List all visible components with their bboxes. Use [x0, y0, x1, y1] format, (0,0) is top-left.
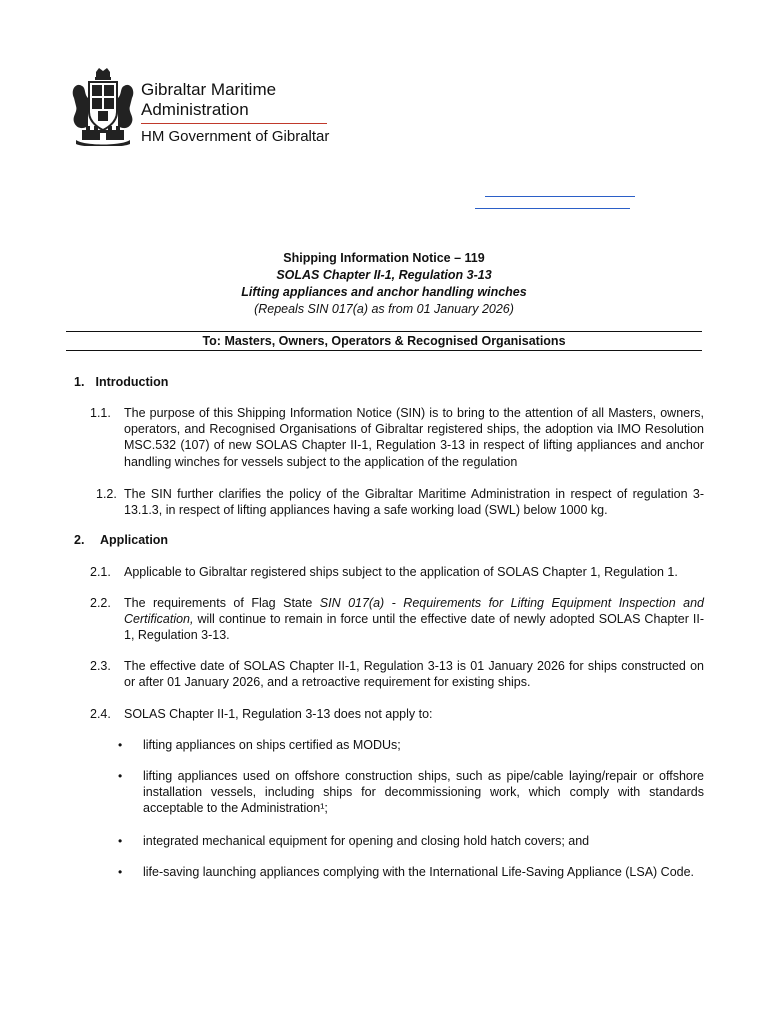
paragraph-2-2	[90, 595, 704, 644]
bullet-icon: •	[118, 834, 123, 848]
section-number: 1.	[74, 375, 85, 389]
notice-title-block	[66, 250, 702, 318]
section-number: 2.	[74, 533, 85, 547]
section-heading-application	[74, 532, 168, 548]
bullet-icon: •	[118, 865, 123, 879]
notice-repeal: (Repeals SIN 017(a) as from 01 January 2026)	[254, 302, 514, 316]
notice-subject: Lifting appliances and anchor handling winches	[241, 285, 527, 299]
bullet-icon: •	[118, 769, 123, 783]
list-item	[118, 768, 704, 817]
government-name: HM Government of Gibraltar	[141, 128, 330, 145]
paragraph-text	[124, 595, 704, 644]
list-item	[118, 833, 704, 849]
paragraph-text: Applicable to Gibraltar registered ships subject to the application of SOLAS Chapter 1, Regulation 1.	[124, 565, 678, 579]
divider-bottom	[66, 350, 702, 351]
paragraph-text-post: will continue to remain in force until the effective date of newly adopted SOLAS Chapter II-1, Regulation 3-13.	[124, 612, 704, 643]
paragraph-number: 2.3.	[90, 659, 111, 673]
section-heading-introduction	[74, 374, 168, 390]
paragraph-text: SOLAS Chapter II-1, Regulation 3-13 does not apply to:	[124, 707, 433, 721]
paragraph-2-4	[90, 706, 704, 722]
list-item-text: lifting appliances used on offshore construction ships, such as pipe/cable laying/repair or offshore installation vessels, including ships for decommissioning work, which comply with standards acceptable to the Administration¹;	[143, 769, 704, 816]
divider-top	[66, 331, 702, 332]
paragraph-number: 2.1.	[90, 565, 111, 579]
org-name-line1: Gibraltar Maritime	[141, 80, 277, 99]
org-name-line2: Administration	[141, 100, 249, 119]
paragraph-1-2	[90, 486, 704, 518]
section-title: Introduction	[95, 375, 169, 389]
link-underline-1[interactable]	[485, 196, 635, 197]
referenced-document-title: SIN 017(a) - Requirements for Lifting Equipment Inspection and Certification,	[124, 596, 704, 627]
gibraltar-crest-icon	[70, 68, 136, 146]
list-item-text: lifting appliances on ships certified as MODUs;	[143, 738, 401, 752]
org-red-divider	[141, 123, 327, 124]
organization-name	[141, 80, 341, 146]
paragraph-text: The SIN further clarifies the policy of the Gibraltar Maritime Administration in respect of regulation 3-13.1.3, in respect of lifting appliances having a safe working load (SWL) below 1000 kg.	[124, 487, 704, 518]
section-title: Application	[100, 533, 169, 547]
bullet-icon: •	[118, 738, 123, 752]
list-item-text: life-saving launching appliances complying with the International Life-Saving Appliance (LSA) Code.	[143, 865, 695, 879]
notice-regulation: SOLAS Chapter II-1, Regulation 3-13	[276, 268, 492, 282]
paragraph-number: 1.2.	[96, 487, 117, 501]
link-underline-2[interactable]	[475, 208, 630, 209]
list-item-text: integrated mechanical equipment for opening and closing hold hatch covers; and	[143, 834, 590, 848]
paragraph-text: The purpose of this Shipping Information Notice (SIN) is to bring to the attention of all Masters, owners, operators, and Recognised Organisations of Gibraltar registered ships, the adoption via IMO Resolution MSC.532 (107) of new SOLAS Chapter II-1, Regulation 3-13 in respect of lifting appliances and anchor handling winches for vessels subject to the application of the regulation	[124, 406, 704, 469]
paragraph-1-1	[90, 405, 704, 470]
list-item	[118, 864, 704, 880]
list-item	[118, 737, 704, 753]
paragraph-text: The effective date of SOLAS Chapter II-1, Regulation 3-13 is 01 January 2026 for ships constructed on or after 01 January 2026, and a retroactive requirement for existing ships.	[124, 659, 704, 690]
paragraph-2-3	[90, 658, 704, 690]
paragraph-text-pre: The requirements of Flag State	[124, 596, 320, 610]
paragraph-number: 1.1.	[90, 406, 111, 420]
paragraph-number: 2.4.	[90, 707, 111, 721]
paragraph-number: 2.2.	[90, 596, 111, 610]
notice-title: Shipping Information Notice – 119	[283, 251, 485, 265]
addressee-line: To: Masters, Owners, Operators & Recognised Organisations	[202, 334, 566, 348]
paragraph-2-1	[90, 564, 704, 580]
